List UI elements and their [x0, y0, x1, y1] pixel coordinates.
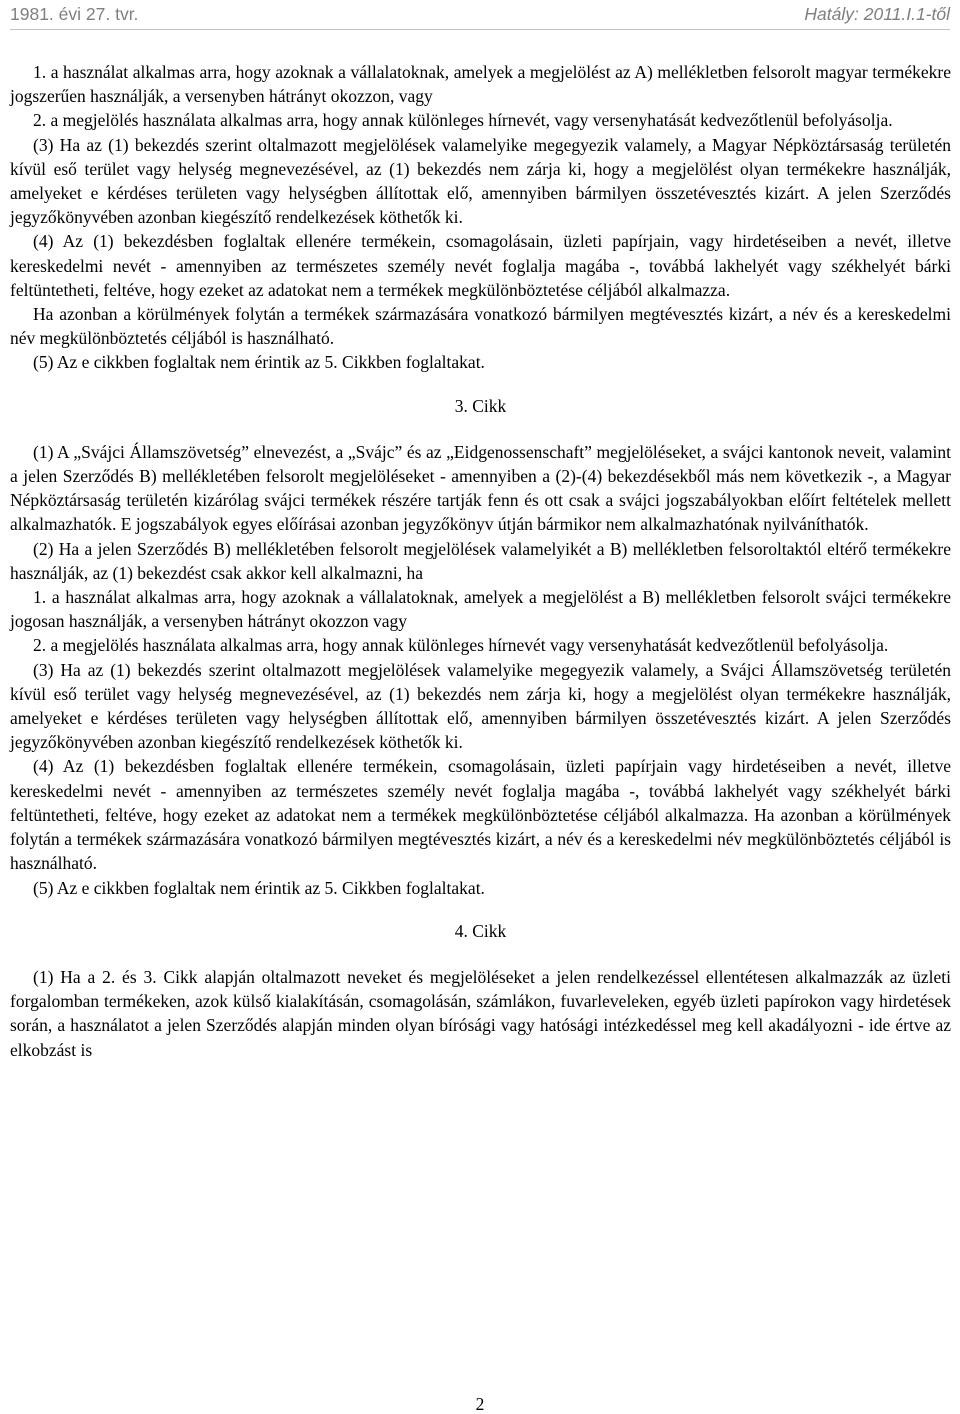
paragraph: 1. a használat alkalmas arra, hogy azoknak a vállalatoknak, amelyek a megjelölést az A) mellékletben felsorolt magyar termékekre jogszerűen használják, a versenyben hátrányt okozzon, vagy [10, 62, 951, 107]
paragraph: (5) Az e cikkben foglaltak nem érintik az 5. Cikkben foglaltakat. [33, 877, 485, 898]
header-effective-date: Hatály: 2011.I.1-től [804, 4, 950, 24]
article-heading-3: 3. Cikk [454, 395, 507, 416]
paragraph: (3) Ha az (1) bekezdés szerint oltalmazott megjelölések valamelyike megegyezik valamely, a Svájci Államszövetség területén kívül eső terület vagy helység megnevezésével, az (1) bekezdés nem zárja ki, hogy a megjelölést olyan termékekre használják, amelyeket e kérdéses területen vagy helységben állítottak elő, amennyiben bármilyen összetévesztés kizárt. A jelen Szerződés jegyzőkönyvében azonban kiegészítő rendelkezések köthetők ki. [10, 659, 951, 753]
paragraph: (5) Az e cikkben foglaltak nem érintik az 5. Cikkben foglaltakat. [33, 352, 485, 373]
paragraph: (3) Ha az (1) bekezdés szerint oltalmazott megjelölések valamelyike megegyezik valamely, a Magyar Népköztársaság területén kívül eső terület vagy helység megnevezésével, az (1) bekezdés nem zárja ki, hogy a megjelölést olyan termékekre használják, amelyeket e kérdéses területen vagy helységben állítottak elő, amennyiben bármilyen összetévesztés kizárt. A jelen Szerződés jegyzőkönyvében azonban kiegészítő rendelkezések köthetők ki. [10, 134, 951, 228]
paragraph: (4) Az (1) bekezdésben foglaltak ellenére termékein, csomagolásain, üzleti papírjain vagy hirdetéseiben a nevét, illetve kereskedelmi nevét - amennyiben az természetes személy nevét foglalja magába -, továbbá lakhelyét vagy székhelyét bárki feltüntetheti, feltéve, hogy ezeket az adatokat nem a termékek megkülönböztetése céljából alkalmazza. Ha azonban a körülmények folytán a termékek származására vonatkozó bármilyen megtévesztés kizárt, a név és a kereskedelmi név megkülönböztetés céljából is használható. [10, 756, 951, 874]
page-number: 2 [475, 1394, 485, 1414]
paragraph: (2) Ha a jelen Szerződés B) mellékletében felsorolt megjelölések valamelyikét a B) mellékletben felsoroltaktól eltérő termékekre használják, az (1) bekezdést csak akkor kell alkalmazni, ha [10, 538, 951, 583]
page-header [10, 0, 950, 31]
paragraph: Ha azonban a körülmények folytán a termékek származására vonatkozó bármilyen megtévesztés kizárt, a név és a kereskedelmi név megkülönböztetés céljából is használható. [10, 304, 951, 349]
document-body [10, 60, 951, 1062]
paragraph: 1. a használat alkalmas arra, hogy azoknak a vállalatoknak, amelyek a megjelölést a B) mellékletben felsorolt svájci termékekre jogosan használják, a versenyben hátrányt okozzon vagy [10, 587, 951, 632]
paragraph: 2. a megjelölés használata alkalmas arra, hogy annak különleges hírnevét, vagy versenyhatását kedvezőtlenül befolyásolja. [33, 110, 893, 131]
paragraph: 2. a megjelölés használata alkalmas arra, hogy annak különleges hírnevét vagy versenyhatását kedvezőtlenül befolyásolja. [33, 635, 889, 656]
paragraph: (1) Ha a 2. és 3. Cikk alapján oltalmazott neveket és megjelöléseket a jelen rendelkezéssel ellentétesen alkalmazzák az üzleti forgalomban termékeken, azok külső kialakításán, csomagolásán, számlákon, fuvarleveleken, egyéb üzleti papírokon vagy hirdetések során, a használatot a jelen Szerződés alapján minden olyan bírósági vagy hatósági intézkedéssel meg kell akadályozni - ide értve az elkobzást is [10, 966, 951, 1060]
paragraph: (4) Az (1) bekezdésben foglaltak ellenére termékein, csomagolásain, üzleti papírjain, vagy hirdetéseiben a nevét, illetve kereskedelmi nevét - amennyiben az természetes személy nevét foglalja magába -, továbbá lakhelyét vagy székhelyét bárki feltüntetheti, feltéve, hogy ezeket az adatokat nem a termékek megkülönböztetése céljából alkalmazza. [10, 231, 951, 300]
header-act-reference: 1981. évi 27. tvr. [10, 4, 139, 24]
article-heading-4: 4. Cikk [454, 920, 507, 941]
paragraph: (1) A „Svájci Államszövetség” elnevezést, a „Svájc” és az „Eidgenossenschaft” megjelöléseket, a svájci kantonok neveit, valamint a jelen Szerződés B) mellékletében felsorolt megjelöléseket - amennyiben a (2)-(4) bekezdésekből más nem következik -, a Magyar Népköztársaság területén kizárólag svájci termékek részére tartják fenn és ott csak a svájci jogszabályokban előírt feltételek mellett alkalmazhatók. E jogszabályok egyes előírásai azonban jegyzőkönyv útján bármikor nem alkalmazhatónak nyilváníthatók. [10, 441, 951, 535]
header-rule [10, 29, 950, 30]
